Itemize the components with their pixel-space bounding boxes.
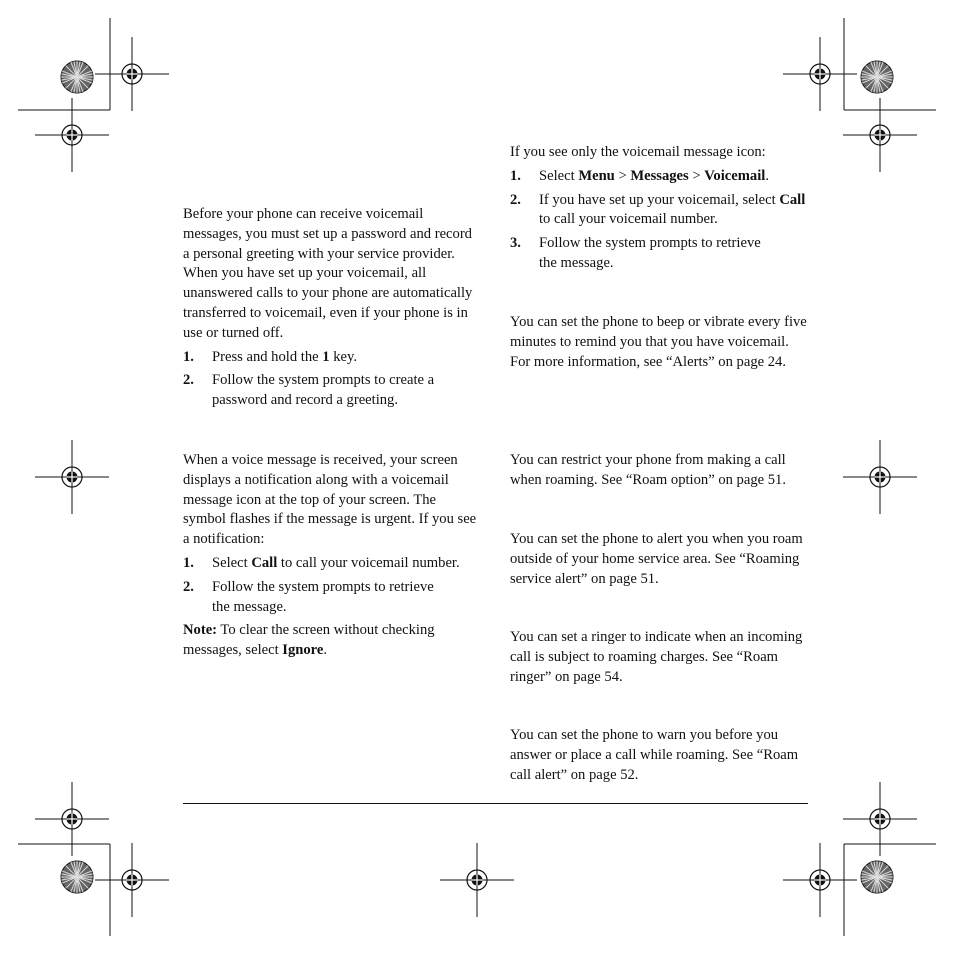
list-item: [510, 167, 808, 187]
list-item: [510, 191, 808, 231]
roam-ringer-paragraph: [510, 628, 808, 687]
step-number: 1.: [183, 554, 194, 571]
voicemail-label: Voicemail: [704, 167, 766, 184]
step-number: 1.: [183, 348, 194, 365]
list-item: [183, 578, 481, 618]
key-1-label: 1: [322, 348, 330, 365]
call-alert-text: You can set the phone to warn you before you answer or place a call while roaming. See “Roam call alert” on page 52.: [510, 727, 799, 783]
service-alert-paragraph: [510, 530, 808, 589]
step-text: Select Menu > Messages > Voicemail.: [539, 167, 769, 184]
list-item: [183, 348, 481, 368]
note-label: Note:: [183, 622, 218, 639]
ignore-label: Ignore: [282, 642, 324, 659]
footer-rule: [183, 803, 808, 804]
list-item: [183, 554, 481, 574]
icon-only-section: [510, 143, 808, 274]
call-label: Call: [779, 191, 806, 208]
restrict-text: You can restrict your phone from making a call when roaming. See “Roam option” on page 51.: [510, 452, 786, 488]
step-text: Select Call to call your voicemail number.: [212, 554, 460, 571]
step-number: 3.: [510, 235, 521, 252]
note: Note: To clear the screen without checking messages, select Ignore.: [183, 622, 435, 659]
list-item: [510, 234, 808, 274]
voicemail-check-section: [183, 451, 481, 661]
step-text: Follow the system prompts to retrieve the message.: [212, 578, 434, 615]
step-number: 2.: [510, 191, 521, 208]
icon-only-intro: If you see only the voicemail message icon:: [510, 144, 766, 160]
restrict-paragraph: [510, 451, 808, 491]
messages-label: Messages: [630, 167, 689, 184]
menu-label: Menu: [578, 167, 615, 184]
step-number: 2.: [183, 578, 194, 595]
check-intro: When a voice message is received, your screen displays a notification along with a voicemail message icon at the top of your screen. The symbol flashes if the message is urgent. If you see a notification:: [183, 452, 477, 548]
step-text: Press and hold the 1 key.: [212, 348, 357, 365]
voicemail-setup-section: [183, 205, 481, 411]
step-text: Follow the system prompts to create a password and record a greeting.: [212, 372, 435, 409]
reminder-paragraph: [510, 313, 808, 372]
step-number: 1.: [510, 167, 521, 184]
setup-intro: Before your phone can receive voicemail messages, you must set up a password and record a personal greeting with your service provider. When you have set up your voicemail, all unanswered calls to your phone are automatically transferred to voicemail, even if your phone is in use or turned off.: [183, 206, 473, 341]
step-text: Follow the system prompts to retrieve the message.: [539, 235, 761, 271]
service-alert-text: You can set the phone to alert you when you roam outside of your home service area. See “Roaming service alert” on page 51.: [510, 531, 803, 587]
reminder-text: You can set the phone to beep or vibrate every five minutes to remind you that you have voicemail. For more information, see “Alerts” on page 24.: [510, 314, 807, 370]
call-alert-paragraph: [510, 726, 808, 785]
step-number: 2.: [183, 372, 194, 389]
call-label: Call: [251, 554, 278, 571]
list-item: [183, 371, 481, 411]
step-text: If you have set up your voicemail, select Call to call your voicemail number.: [539, 191, 806, 228]
roam-ringer-text: You can set a ringer to indicate when an incoming call is subject to roaming charges. See “Roam ringer” on page 54.: [510, 629, 803, 685]
